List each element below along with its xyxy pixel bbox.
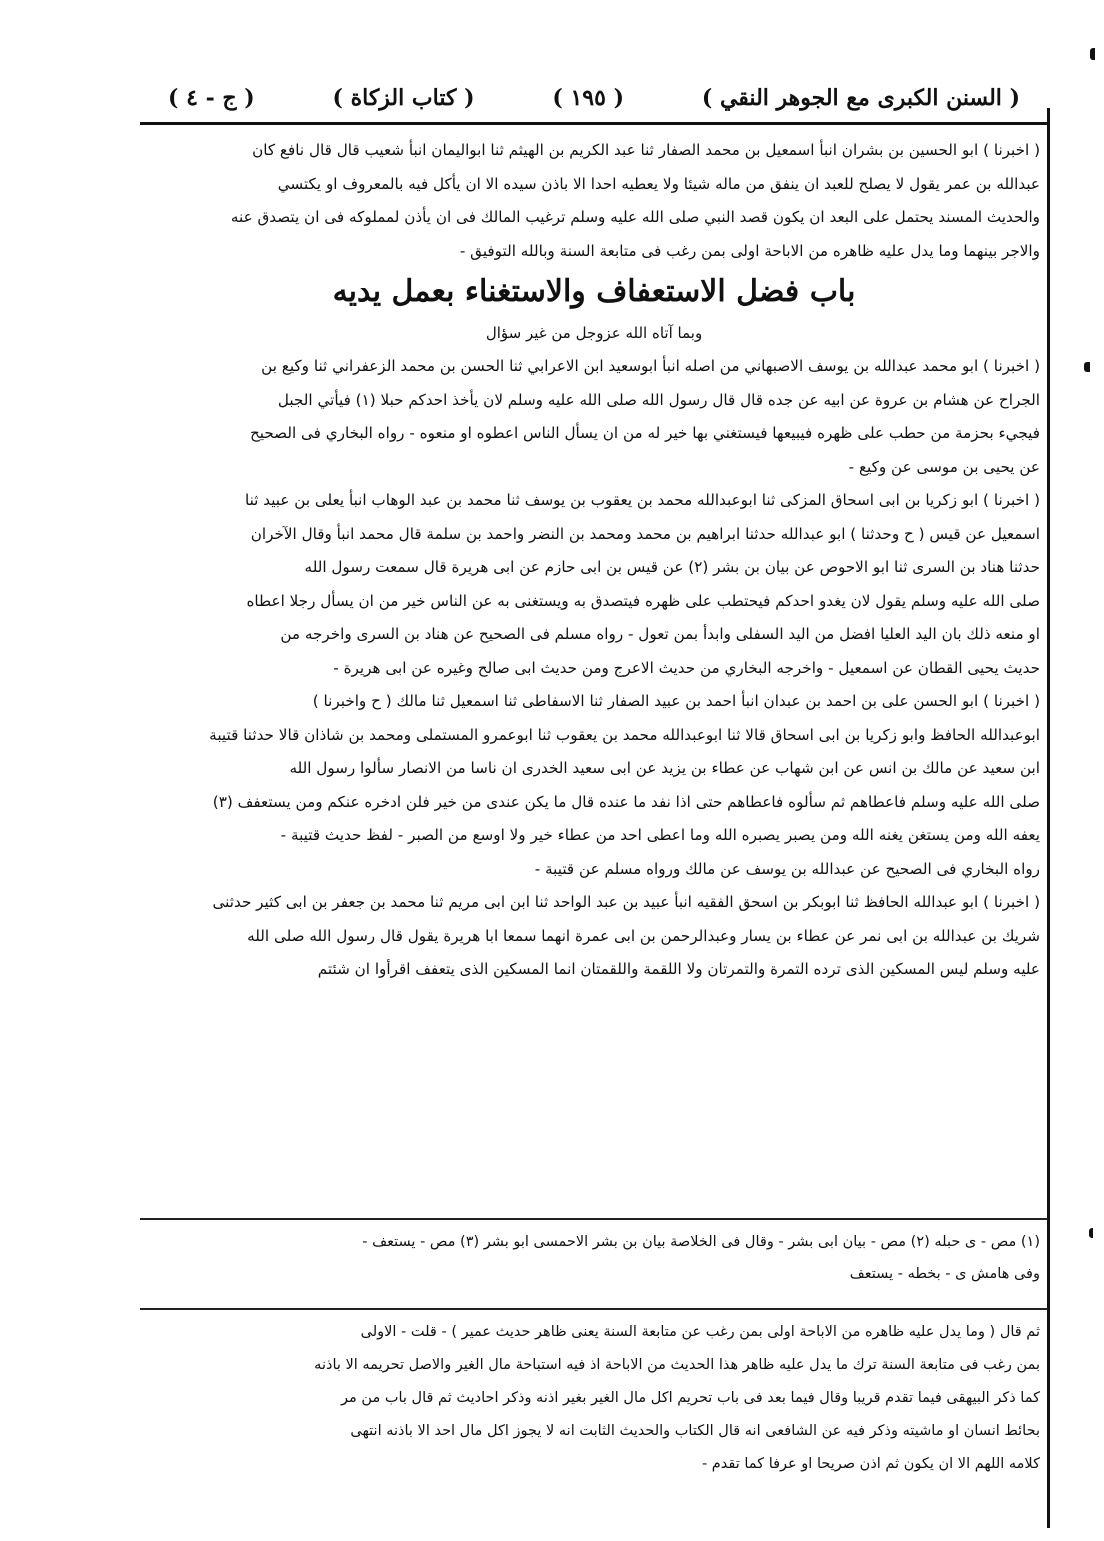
text-line: عليه وسلم ليس المسكين الذى ترده التمرة والتمرتان ولا اللقمة واللقمتان انما المسكين الذى يتعفف اقرأوا ان شئتم [317,960,1040,978]
text-line: صلى الله عليه وسلم فاعطاهم ثم سألوه فاعطاهم حتى اذا نفد ما عنده قال ما يكن عندى من خير فلن ادخره عنكم ومن يستعفف (٣) [212,792,1040,811]
text-line: رواه البخاري فى الصحيح عن عبدالله بن يوسف عن مالك ورواه مسلم عن قتيبة - [534,859,1040,878]
text-line: ابن سعيد عن مالك بن انس عن ابن شهاب عن عطاء بن يزيد عن ابى سعيد الخدرى ان ناسا من الانصار سألوا رسول الله [289,759,1040,777]
text-line: صلى الله عليه وسلم يقول لان يغدو احدكم فيحتطب على ظهره فيتصدق به ويستغنى به عن الناس خير من ان يسأل رجلا اعطاه [246,591,1040,610]
text-line: عبدالله بن عمر يقول لا يصلح للعبد ان ينفق من ماله شيئا ولا يعطيه احدا الا باذن سيده الا ان يأكل فيه بالمعروف او يكتسي [277,174,1040,193]
text-line: ( اخبرنا ) ابو عبدالله الحافظ ثنا ابوبكر بن اسحق الفقيه انبأ عبيد بن عبد الواحد ثنا ابن ابى مريم ثنا محمد بن جعفر بن ابى كثير حدثنى [212,893,1040,911]
footnote-line: (١) مص - ى حبله (٢) مص - بيان ابى بشر - وقال فى الخلاصة بيان بن بشر الاحمسى ابو بشر (٣) مص - يستعف - [362,1234,1040,1250]
commentary-line: ثم قال ( وما يدل عليه ظاهره من الاباحة اولى بمن رغب عن متابعة السنة يعنى ظاهر حديث عمير ) - قلت - الاولى [360,1324,1040,1340]
text-line: والاجر بينهما وما يدل عليه ظاهره من الاباحة اولى بمن رغب فى متابعة السنة وبالله التوفيق - [459,241,1040,260]
text-line: والحديث المسند يحتمل على البعد ان يكون قصد النبي صلى الله عليه وسلم ترغيب المالك فى ان يأذن لمملوكه فى ان يتصدق عنه [230,208,1040,226]
commentary-divider [140,1308,1048,1310]
book-page [140,78,1048,1528]
commentary-line: بحائط انسان او ماشيته وذكر فيه عن الشافعى انه قال الكتاب والحديث الثابت انه لا يجوز اكل مال احد الا باذنه انتهى [350,1423,1040,1439]
volume-number: ( ج - ٤ ) [168,85,255,111]
text-line: حديث يحيى القطان عن اسمعيل - واخرجه البخاري من حديث الاعرج ومن حديث ابى صالح وغيره عن ابى هريرة - [333,658,1040,677]
commentary-jawhar-naqi [148,1316,1040,1481]
hadith-paragraph [148,350,1040,484]
hadith-paragraph [148,886,1040,987]
commentary-line: بمن رغب فى متابعة السنة ترك ما يدل عليه ظاهر هذا الحديث من الاباحة اذ فيه استباحة مال الغير والاصل تحريمه الا باذنه [314,1357,1040,1373]
page-edge-mark [1090,48,1095,60]
text-line: ( اخبرنا ) ابو الحسين بن بشران انبأ اسمعيل بن محمد الصفار ثنا عبد الكريم بن الهيثم ثنا ابواليمان انبأ شعيب قال قال نافع كان [252,141,1040,159]
text-line: يعفه الله ومن يستغن يغنه الله ومن يصبر يصبره الله وما اعطى احد من عطاء خير ولا اوسع من الصبر - لفظ حديث قتيبة - [280,826,1040,844]
text-line: او منعه ذلك بان اليد العليا افضل من اليد السفلى وابدأ بمن تعول - رواه مسلم فى الصحيح عن هناد بن السرى واخرجه من [280,625,1040,643]
page-edge-mark [1084,362,1090,372]
book-title: ( السنن الكبرى مع الجوهر النقي ) [701,85,1020,111]
text-line: اسمعيل عن قيس ( ح وحدثنا ) ابو عبدالله حدثنا ابراهيم بن محمد ومحمد بن النضر واحمد بن سلمة قال محمد انبأ وقال الآخران [250,524,1040,543]
intro-paragraph [148,134,1040,268]
text-line: ابوعبدالله الحافظ وابو زكريا بن ابى اسحاق قالا ثنا ابوعبدالله محمد بن يعقوب ثنا ابوعمرو المستملى ومحمد بن شاذان قالا حدثنا قتيبة [209,725,1040,744]
running-header [140,78,1048,118]
chapter-title: باب فضل الاستعفاف والاستغناء بعمل يديه [332,274,856,309]
section-title: ( كتاب الزكاة ) [332,85,475,111]
text-line: حدثنا هناد بن السرى ثنا ابو الاحوص عن بيان بن بشر (٢) عن قيس بن ابى حازم عن ابى هريرة قال سمعت رسول الله [304,558,1040,576]
footnote-divider [140,1218,1048,1220]
footnote-line: وفى هامش ى - بخطه - يستعف [849,1266,1040,1282]
text-line: ( اخبرنا ) ابو محمد عبدالله بن يوسف الاصبهاني من اصله انبأ ابوسعيد ابن الاعرابي ثنا الحسن بن محمد الزعفراني ثنا وكيع بن [261,357,1040,375]
hadith-paragraph [148,484,1040,685]
text-line: ( اخبرنا ) ابو الحسن على بن احمد بن عبدان انبأ احمد بن عبيد الصفار ثنا الاسفاطى ثنا اسمعيل ثنا مالك ( ح واخبرنا ) [312,692,1040,710]
text-line: فيجيء بحزمة من حطب على ظهره فيبيعها فيستغني بها خير له من ان يسأل الناس اعطوه او منعوه - رواه البخاري فى الصحيح [249,424,1040,442]
header-divider [140,122,1048,125]
commentary-line: كلامه اللهم الا ان يكون ثم اذن صريحا او عرفا كما تقدم - [701,1456,1040,1472]
footnotes [148,1226,1040,1290]
page-edge-mark [1089,1228,1093,1238]
text-line: الجراح عن هشام بن عروة عن ابيه عن جده قال قال رسول الله صلى الله عليه وسلم لان يأخذ احدكم حبلا (١) فيأتي الجبل [277,390,1040,409]
commentary-line: كما ذكر البيهقى فيما تقدم قريبا وقال فيما بعد فى باب تحريم اكل مال الغير بغير اذنه وذكر احاديث ثم قال باب من مر [341,1390,1040,1406]
page-number: ( ١٩٥ ) [552,85,624,111]
main-text [148,134,1040,987]
chapter-subtitle: وبما آتاه الله عزوجل من غير سؤال [485,324,703,342]
hadith-paragraph [148,685,1040,886]
text-line: شريك بن عبدالله بن ابى نمر عن عطاء بن يسار وعبدالرحمن بن ابى عمرة انهما سمعا ابا هريرة يقول قال رسول الله صلى الله [247,926,1040,945]
text-line: ( اخبرنا ) ابو زكريا بن ابى اسحاق المزكى ثنا ابوعبدالله محمد بن يعقوب بن يوسف ثنا محمد بن عبد الوهاب انبأ يعلى بن عبيد ثنا [244,491,1040,509]
text-line: عن يحيى بن موسى عن وكيع - [848,457,1040,476]
